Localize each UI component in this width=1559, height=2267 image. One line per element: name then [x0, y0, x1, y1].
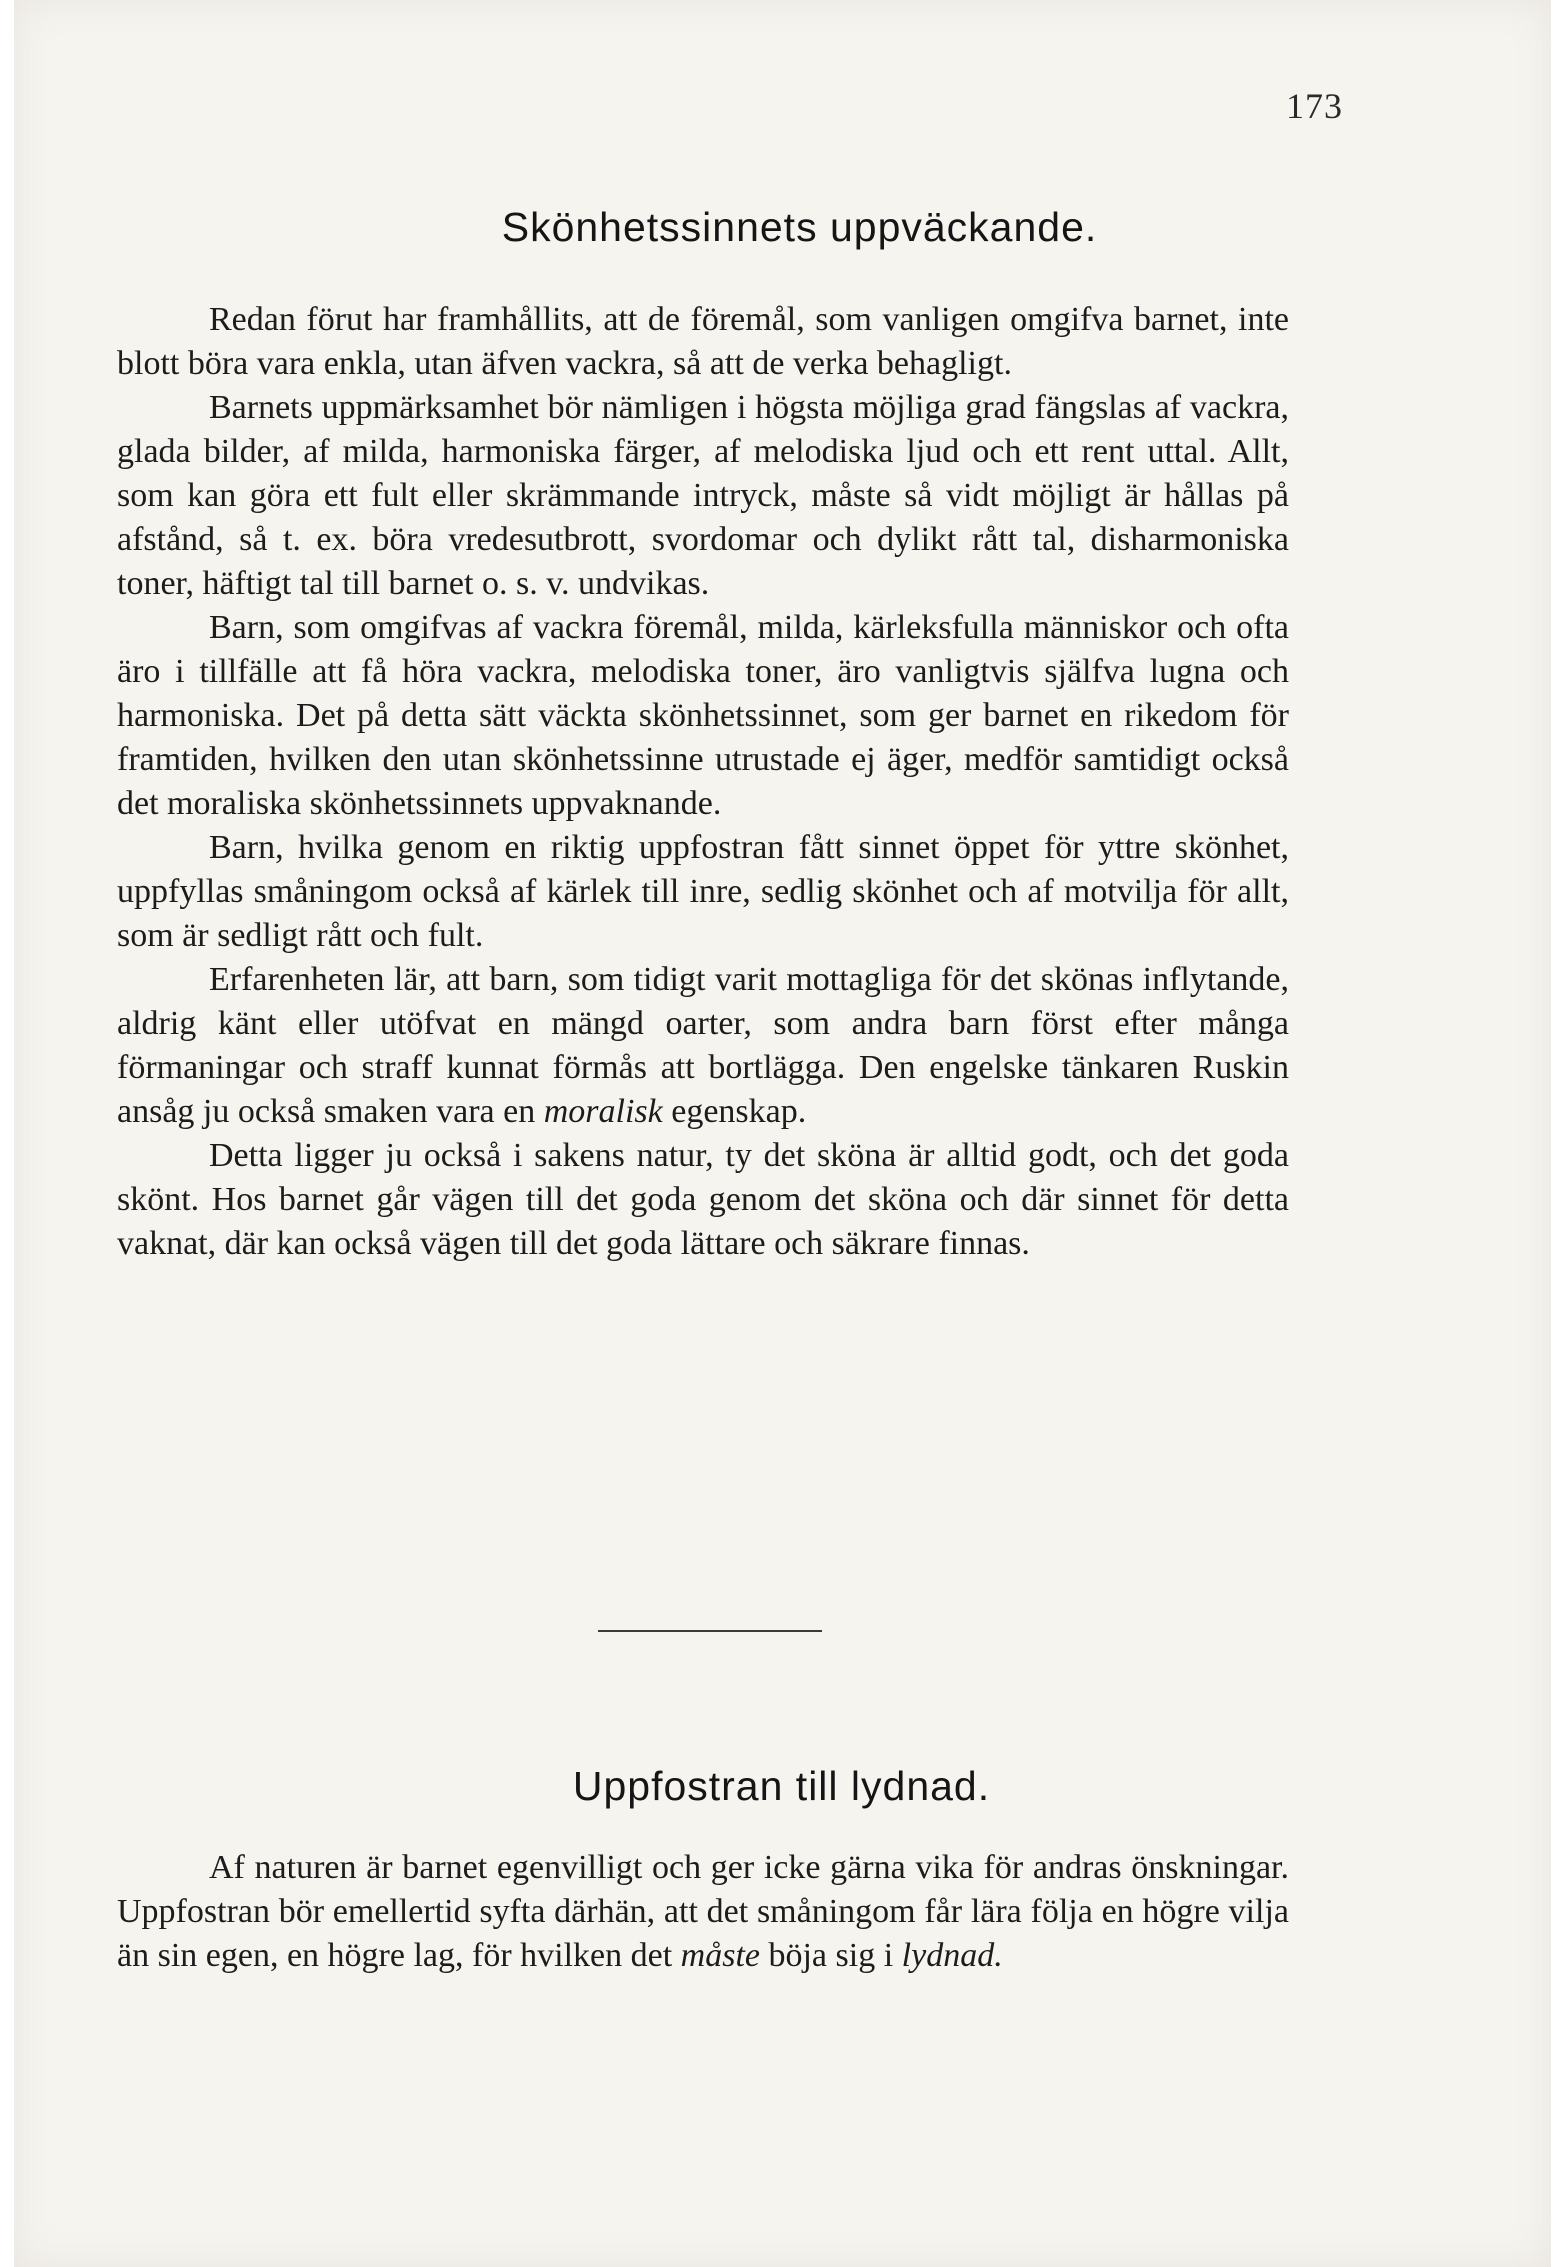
paragraph: Redan förut har framhållits, att de föremål, som vanligen omgifva barnet, inte blott böra vara enkla, utan äfven vackra, så att de verka behagligt. — [117, 301, 1289, 382]
paragraph-text: böja sig i — [759, 1937, 902, 1974]
emphasis-text: moralisk — [543, 1093, 663, 1130]
paragraph: Detta ligger ju också i sakens natur, ty det sköna är alltid godt, och det goda skönt. Hos barnet går vägen till det goda genom det sköna och där sinnet för detta vaknat, där kan också vägen till det goda lättare och säkrare finnas. — [117, 1137, 1289, 1262]
paragraph: Barn, hvilka genom en riktig uppfostran fått sinnet öppet för yttre skönhet, uppfyllas småningom också af kärlek till inre, sedlig skönhet och af motvilja för allt, som är sedligt rått och fult. — [117, 829, 1289, 954]
paragraph: Barn, som omgifvas af vackra föremål, milda, kärleksfulla människor och ofta äro i tillfälle att få höra vackra, melodiska toner, äro vanligtvis själfva lugna och harmoniska. Det på detta sätt väckta skönhetssinnet, som ger barnet en rikedom för framtiden, hvilken den utan skönhetssinne utrustade ej äger, medför samtidigt också det moraliska skönhetssinnets uppvaknande. — [117, 609, 1289, 822]
emphasis-text: måste — [680, 1937, 760, 1974]
section-body-skonhetssinnets — [117, 298, 1289, 1266]
paragraph — [117, 1846, 1289, 1978]
paragraph: Barnets uppmärksamhet bör nämligen i högsta möjliga grad fängslas af vackra, glada bilder, af milda, harmoniska färger, af melodiska ljud och ett rent uttal. Allt, som kan göra ett fult eller skrämmande intryck, måste så vidt möjligt är hållas på afstånd, så t. ex. böra vredesutbrott, svordomar och dylikt rått tal, disharmoniska toner, häftigt tal till barnet o. s. v. undvikas. — [117, 389, 1289, 602]
paragraph-text: Erfarenheten lär, att barn, som tidigt varit mottagliga för det skönas inflytande, aldrig känt eller utöfvat en mängd oarter, som andra barn först efter många förmaningar och straff kunnat förmås att bortlägga. Den engelske tänkaren Ruskin ansåg ju också smaken vara en — [117, 961, 1289, 1130]
emphasis-text: lydnad. — [901, 1937, 1003, 1974]
section-divider — [598, 1630, 822, 1632]
section-body-lydnad — [117, 1846, 1289, 1978]
paragraph-text: egenskap. — [662, 1093, 807, 1130]
section-title-lydnad: Uppfostran till lydnad. — [572, 1763, 991, 1809]
section-title-skonhetssinnets: Skönhetssinnets uppväckande. — [501, 204, 1098, 250]
paragraph — [117, 958, 1289, 1134]
page-number: 173 — [1286, 86, 1343, 126]
paragraph-text: Af naturen är barnet egenvilligt och ger icke gärna vika för andras önskningar. Uppfostran bör emellertid syfta därhän, att det småningom får lära följa en högre vilja än sin egen, en högre lag, för hvilken det — [117, 1849, 1289, 1974]
